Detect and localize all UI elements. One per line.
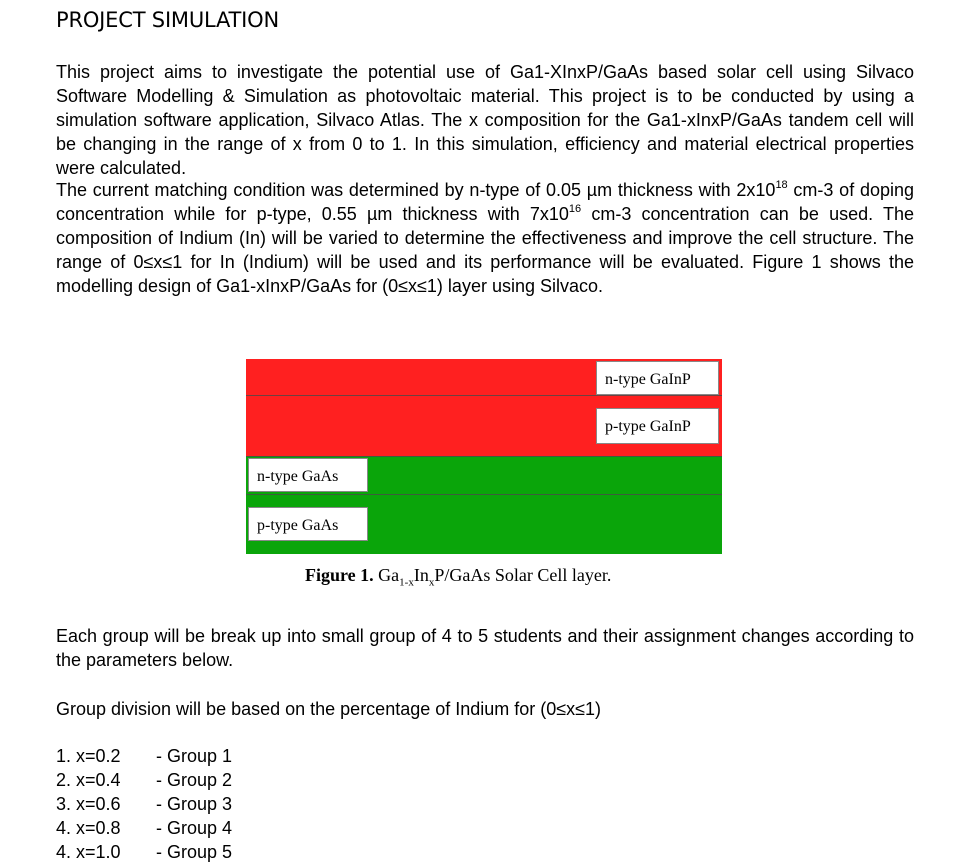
intro-paragraph (56, 60, 914, 180)
n-type-gaas-label: n-type GaAs (248, 458, 368, 492)
doping-exponent-n: 18 (775, 179, 788, 191)
gaas-junction-line (246, 494, 722, 495)
matching-condition-paragraph (56, 178, 914, 298)
list-item (56, 816, 232, 840)
caption-text-3: P/GaAs Solar Cell layer. (434, 565, 612, 585)
group-division-paragraph: Group division will be based on the percentage of Indium for (0≤x≤1) (56, 699, 602, 719)
list-item-group: - Group 5 (156, 842, 233, 862)
list-item (56, 840, 232, 864)
list-item-group: - Group 1 (156, 746, 233, 766)
list-item-group: - Group 2 (156, 770, 233, 790)
doping-exponent-p: 16 (568, 203, 582, 216)
figure-caption (305, 565, 611, 589)
group-list (56, 744, 232, 864)
list-item-x: 4. x=1.0 (56, 842, 121, 862)
caption-sub-2: x (428, 576, 435, 589)
intro-text: This project aims to investigate the potential use of Ga1-XInxP/GaAs based solar cell using Silvaco Software Modelling & Simulation as photovoltaic material. This project is to be conducted by using a simulation software application, Silvaco Atlas. The x composition for the Ga1-xInxP/GaAs tandem cell will be changing in the range of x from 0 to 1. In this simulation, efficiency and material electrical properties were calculated. (56, 62, 914, 179)
list-item-x: 2. x=0.4 (56, 770, 121, 790)
matching-text-1: The current matching condition was determined by n-type of 0.05 µm thickness with 2x10 (56, 180, 776, 200)
n-type-gainp-label: n-type GaInP (596, 361, 719, 395)
caption-text-2: In (413, 565, 429, 585)
figure-number: Figure 1. (305, 565, 374, 585)
group-size-paragraph: Each group will be break up into small group of 4 to 5 students and their assignment changes according to the parameters below. (56, 626, 914, 671)
list-item (56, 744, 232, 768)
list-item (56, 768, 232, 792)
list-item-x: 3. x=0.6 (56, 794, 121, 814)
gainp-gaas-interface-line (246, 456, 722, 457)
list-item-group: - Group 3 (156, 794, 233, 814)
list-item (56, 792, 232, 816)
list-item-group: - Group 4 (156, 818, 233, 838)
p-type-gaas-label: p-type GaAs (248, 507, 368, 541)
p-type-gainp-label: p-type GaInP (596, 408, 719, 444)
solar-cell-layer-diagram (246, 359, 722, 554)
page-title: PROJECT SIMULATION (56, 8, 280, 32)
matching-text-2: cm-3 of doping concentration while for p-type, 0.55 µm thickness with 7x10 (56, 180, 914, 225)
caption-text-1: Ga (373, 565, 400, 585)
matching-text-3: cm-3 concentration can be used. The composition of Indium (In) will be varied to determine the effectiveness and improve the cell structure. The range of 0≤x≤1 for In (Indium) will be used and its performance will be evaluated. Figure 1 shows the modelling design of Ga1-xInxP/GaAs for (0≤x≤1) layer using Silvaco. (56, 204, 914, 297)
list-item-x: 4. x=0.8 (56, 818, 121, 838)
caption-sub-1: 1-x (399, 576, 414, 589)
list-item-x: 1. x=0.2 (56, 746, 121, 766)
